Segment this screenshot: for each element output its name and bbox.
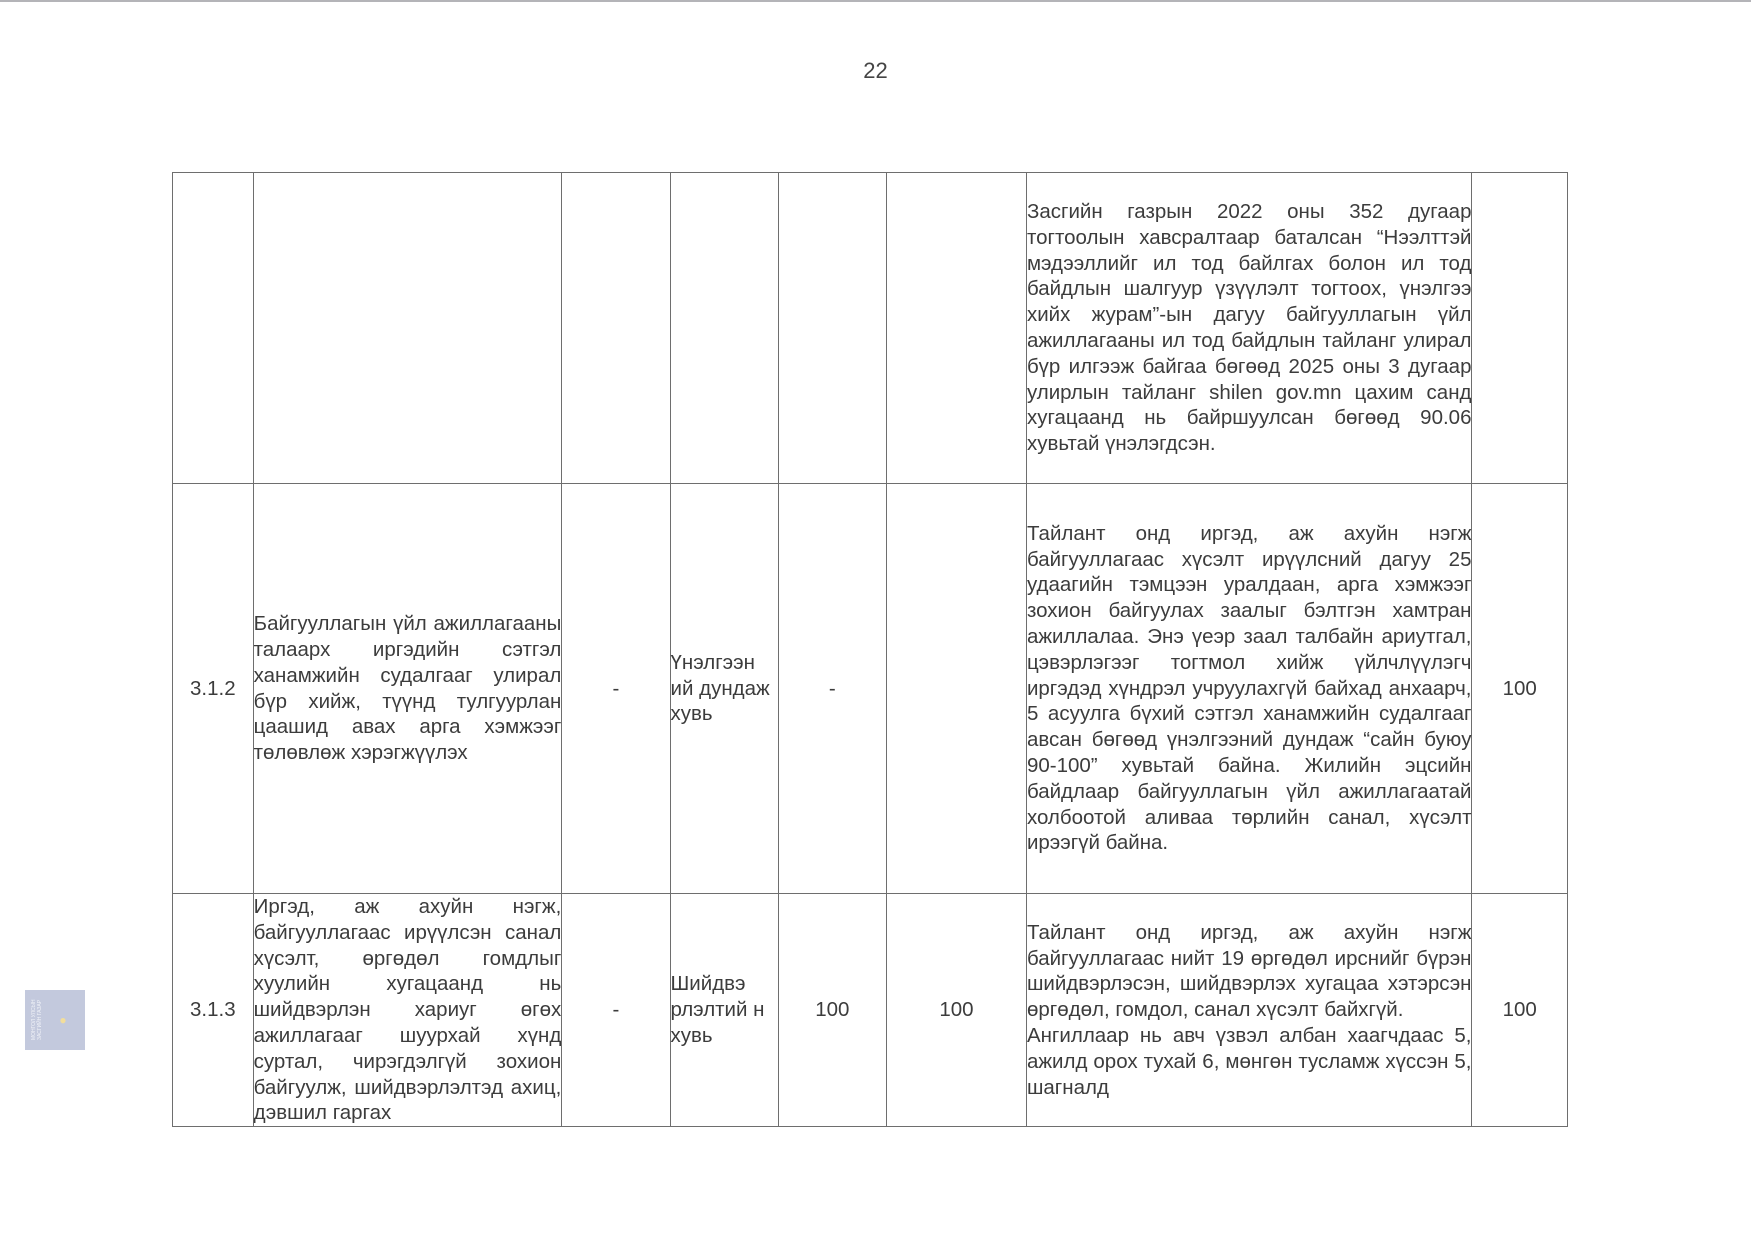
scan-top-edge	[0, 0, 1751, 2]
actual-cell	[886, 173, 1026, 484]
report-cell: Засгийн газрын 2022 оны 352 дугаар тогтоолын хавсралтаар баталсан “Нээлттэй мэдээллийг ил тод байлгах болон ил тод байдлын шалгуур үзүүлэлт тогтоох, үнэлгээ хийх журам”-ын дагуу байгууллагын үйл ажиллагааны ил тод байдлын тайланг улирал бүр илгээж байгаа бөгөөд 2025 оны 3 дугаар улирлын тайланг shilen gov.mn цахим санд хугацаанд нь байршуулсан бөгөөд 90.06 хувьтай үнэлэгдсэн.	[1026, 173, 1472, 484]
evaluation-table	[172, 172, 1568, 1127]
soyombo-emblem-icon: ●	[59, 1013, 67, 1027]
indicator-unit-cell: Шийдвэ рлэлтий н хувь	[670, 894, 778, 1127]
page-number: 22	[863, 58, 888, 83]
table-row	[173, 484, 1568, 894]
baseline-cell	[562, 173, 670, 484]
score-cell	[1472, 173, 1568, 484]
measure-description-cell: Байгууллагын үйл ажиллагааны талаарх иргэдийн сэтгэл ханамжийн судалгааг улирал бүр хийж, түүнд тулгуурлан цаашид авах арга хэмжээг төлөвлөж хэрэгжүүлэх	[253, 484, 562, 894]
row-number-cell: 3.1.2	[173, 484, 254, 894]
table-row	[173, 173, 1568, 484]
actual-cell	[886, 484, 1026, 894]
baseline-cell: -	[562, 484, 670, 894]
baseline-cell: -	[562, 894, 670, 1127]
table-row	[173, 894, 1568, 1127]
target-cell: -	[778, 484, 886, 894]
row-number-cell	[173, 173, 254, 484]
stamp-text: МОНГОЛ УЛСЫН ЗАСГИЙН ГАЗАР	[31, 999, 43, 1041]
target-cell	[778, 173, 886, 484]
indicator-unit-cell: Үнэлгээн ий дундаж хувь	[670, 484, 778, 894]
score-cell: 100	[1472, 894, 1568, 1127]
report-cell: Тайлант онд иргэд, аж ахуйн нэгж байгууллагаас хүсэлт ирүүлсний дагуу 25 удаагийн тэмцээн уралдаан, арга хэмжээг зохион байгуулах заалыг бэлтгэн хамтран ажиллалаа. Энэ үеэр заал талбайн ариутгал, цэвэрлэгээг тогтмол хийж үйлчлүүлэгч иргэдэд хүндрэл учруулахгүй байхад анхаарч, 5 асуулга бүхий сэтгэл ханамжийн судалгааг авсан бөгөөд үнэлгээний дундаж “сайн буюу 90-100” хувьтай байна. Жилийн эцсийн байдлаар байгууллагын үйл ажиллагаатай холбоотой аливаа төрлийн санал, хүсэлт ирээгүй байна.	[1026, 484, 1472, 894]
government-stamp	[25, 990, 85, 1050]
row-number-cell: 3.1.3	[173, 894, 254, 1127]
measure-description-cell: Иргэд, аж ахуйн нэгж, байгууллагаас ирүүлсэн санал хүсэлт, өргөдөл гомдлыг хуулийн хугацаанд нь шийдвэрлэн хариуг өгөх ажиллагааг шуурхай хүнд суртал, чирэгдэлгүй зохион байгуулж, шийдвэрлэлтэд ахиц, дэвшил гаргах	[253, 894, 562, 1127]
measure-description-cell	[253, 173, 562, 484]
target-cell: 100	[778, 894, 886, 1127]
indicator-unit-cell	[670, 173, 778, 484]
report-cell: Тайлант онд иргэд, аж ахуйн нэгж байгууллагаас нийт 19 өргөдөл ирснийг бүрэн шийдвэрлэсэн, шийдвэрлэх хугацаа хэтэрсэн өргөдөл, гомдол, санал хүсэлт байхгүй. Ангиллаар нь авч үзвэл албан хаагчдаас 5, ажилд орох тухай 6, мөнгөн тусламж хүссэн 5, шагналд	[1026, 894, 1472, 1127]
actual-cell: 100	[886, 894, 1026, 1127]
score-cell: 100	[1472, 484, 1568, 894]
